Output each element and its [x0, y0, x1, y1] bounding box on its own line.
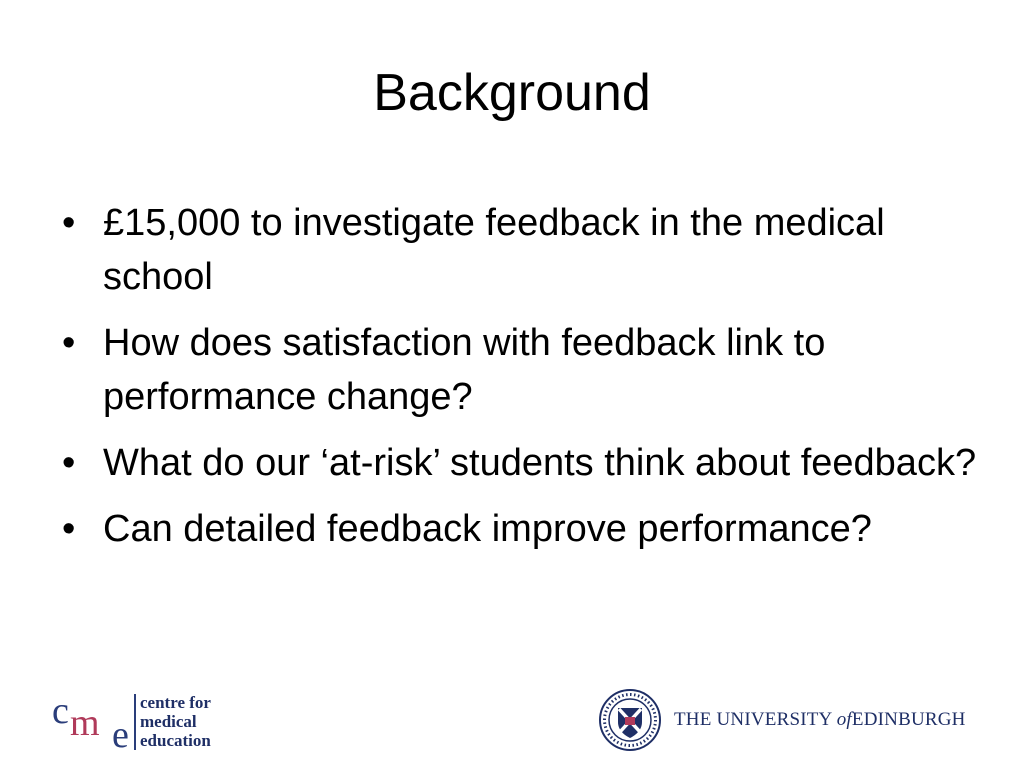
- cme-line-1: centre for: [140, 693, 211, 712]
- bullet-dot-icon: •: [62, 202, 76, 244]
- bullet-text: How does satisfaction with feedback link to performance change?: [103, 322, 826, 418]
- bullet-list: [60, 196, 990, 568]
- university-name-part1: THE UNIVERSITY: [674, 709, 837, 730]
- cme-mark-e: e: [112, 714, 129, 756]
- university-name: [674, 708, 966, 732]
- university-crest-icon: [598, 688, 662, 752]
- slide-title: Background: [373, 64, 651, 122]
- bullet-item: [60, 316, 990, 424]
- bullet-text: What do our ‘at-risk’ students think about feedback?: [103, 442, 977, 484]
- cme-mark-c: c: [52, 690, 69, 732]
- bullet-item: [60, 502, 990, 556]
- university-of-edinburgh-logo: [598, 688, 978, 754]
- bullet-item: [60, 436, 990, 490]
- cme-mark-m: m: [70, 702, 100, 744]
- bullet-dot-icon: •: [62, 322, 76, 364]
- cme-logo-text: [140, 693, 211, 750]
- cme-divider: [134, 694, 136, 750]
- cme-line-2: medical: [140, 712, 197, 731]
- university-name-of: of: [836, 709, 852, 730]
- cme-line-3: education: [140, 731, 211, 750]
- bullet-dot-icon: •: [62, 442, 76, 484]
- bullet-text: Can detailed feedback improve performance?: [103, 508, 872, 550]
- bullet-item: [60, 196, 990, 304]
- university-name-part2: EDINBURGH: [851, 709, 966, 730]
- bullet-dot-icon: •: [62, 508, 76, 550]
- cme-logo: [52, 690, 252, 756]
- bullet-text: £15,000 to investigate feedback in the medical school: [103, 202, 885, 298]
